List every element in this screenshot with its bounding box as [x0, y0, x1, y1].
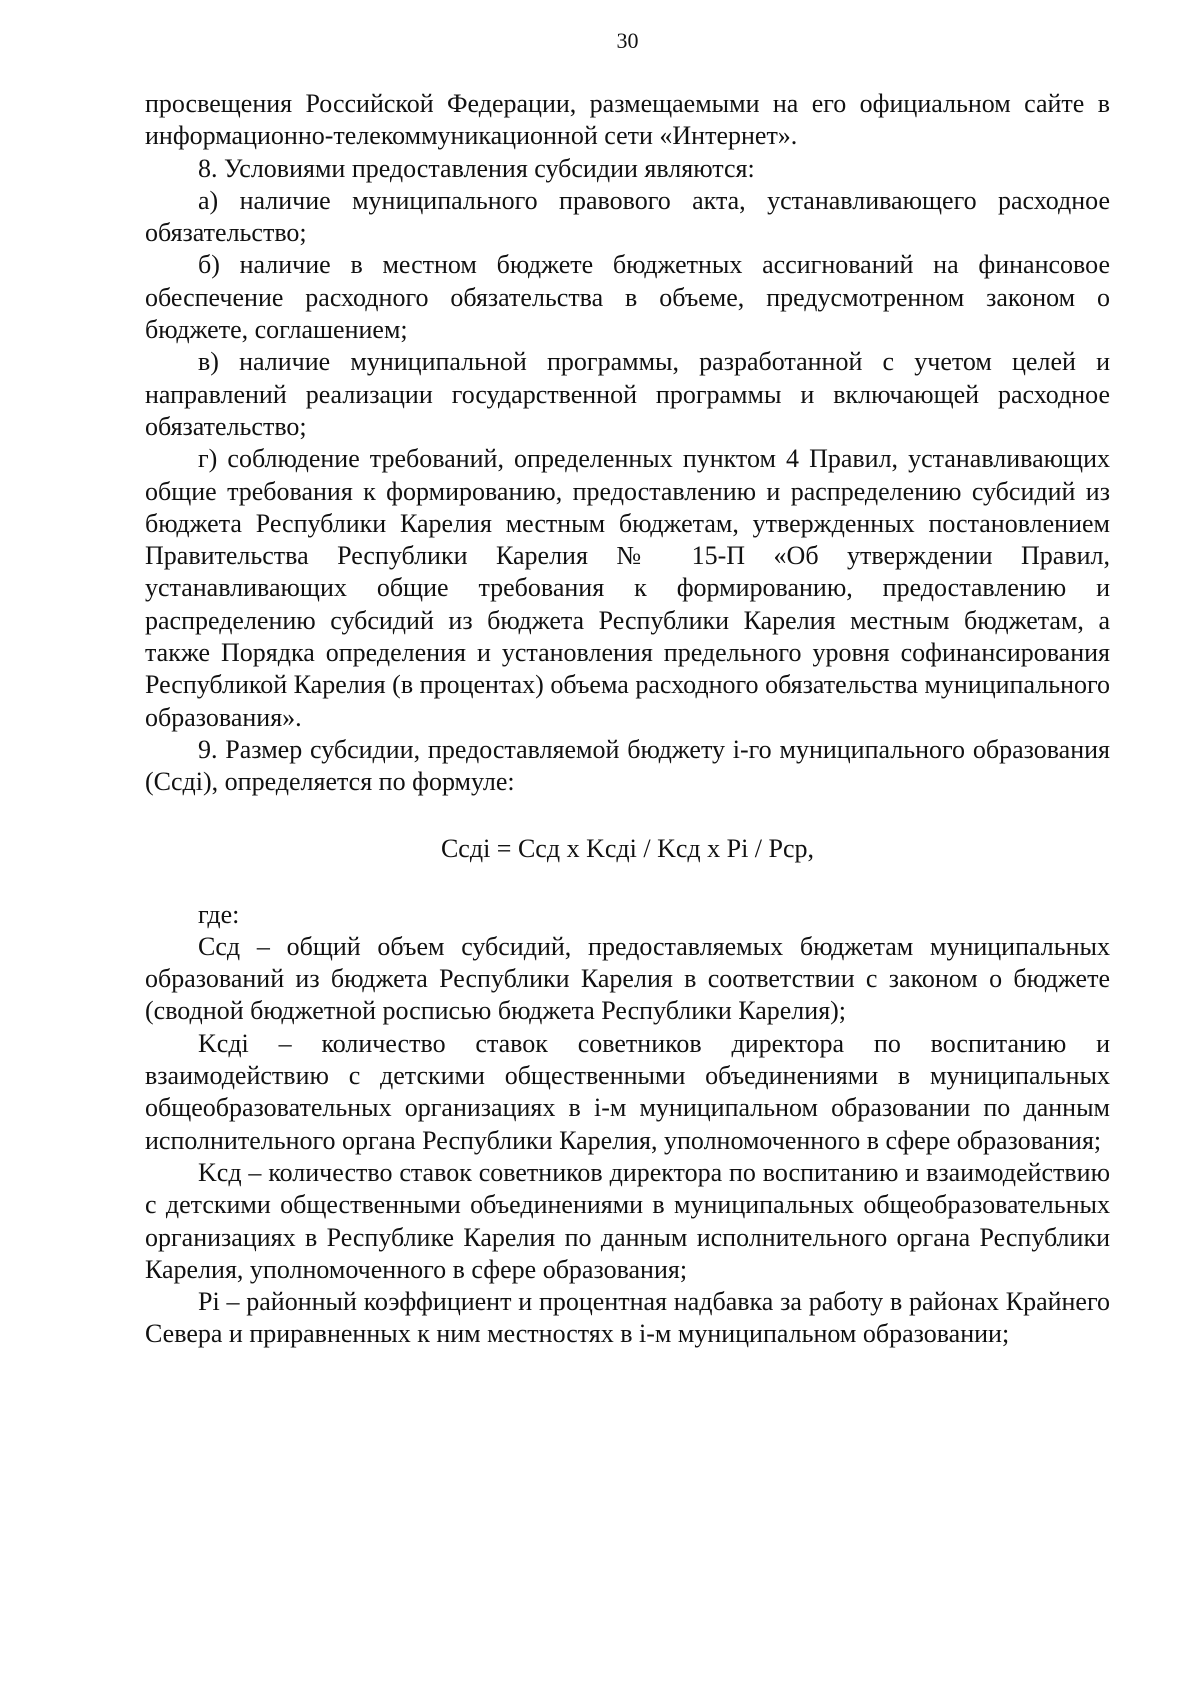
paragraph-item-a: а) наличие муниципального правового акта, устанавливающего расходное обязательство; — [145, 185, 1110, 248]
document-body — [145, 88, 1110, 1351]
subsidy-formula: Ccдi = Ccд х Kcдi / Kcд х Pi / Pcp, — [440, 833, 815, 863]
definition-csd: Ccд – общий объем субсидий, предоставляемых бюджетам муниципальных образований из бюджета Республики Карелия в соответствии с законом о бюджете (сводной бюджетной росписью бюджета Республики Карелия); — [145, 931, 1110, 1026]
spacer — [145, 799, 1110, 833]
page-number: 30 — [616, 28, 639, 53]
definition-kcd: Kcд – количество ставок советников директора по воспитанию и взаимодействию с детскими общественными объединениями в муниципальных общеобразовательных организациях в Республике Карелия по данным исполнительного органа Республики Карелия, уполномоченного в сфере образования; — [145, 1157, 1110, 1284]
paragraph-item-9: 9. Размер субсидии, предоставляемой бюджету i-го муниципального образования (Ccдi), определяется по формуле: — [145, 734, 1110, 797]
paragraph-item-b: б) наличие в местном бюджете бюджетных ассигнований на финансовое обеспечение расходного обязательства в объеме, предусмотренном законом о бюджете, соглашением; — [145, 250, 1110, 345]
paragraph-where: где: — [198, 899, 240, 929]
spacer — [145, 865, 1110, 899]
paragraph-continuation: просвещения Российской Федерации, размещаемыми на его официальном сайте в информационно-телекоммуникационной сети «Интернет». — [145, 89, 1110, 151]
paragraph-item-8: 8. Условиями предоставления субсидии являются: — [198, 153, 755, 183]
paragraph-item-v: в) наличие муниципальной программы, разработанной с учетом целей и направлений реализации государственной программы и включающей расходное обязательство; — [145, 347, 1110, 441]
definition-kcdi: Kcдi – количество ставок советников директора по воспитанию и взаимодействию с детскими общественными объединениями в муниципальных общеобразовательных организациях в i-м муниципальном образовании по данным исполнительного органа Республики Карелия, уполномоченного в сфере образования; — [145, 1028, 1110, 1155]
paragraph-item-g: г) соблюдение требований, определенных пунктом 4 Правил, устанавливающих общие требования к формированию, предоставлению и распределению субсидий из бюджета Республики Карелия местным бюджетам, утвержденных постановлением Правительства Республики Карелия № 15-П «Об утверждении Правил, устанавливающих общие требования к формированию, предоставлению и распределению субсидий из бюджета Республики Карелия местным бюджетам, а также Порядка определения и установления предельного уровня софинансирования Республикой Карелия (в процентах) объема расходного обязательства муниципального образования». — [145, 444, 1110, 732]
definition-pi: Pi – районный коэффициент и процентная надбавка за работу в районах Крайнего Севера и приравненных к ним местностях в i-м муниципальном образовании; — [145, 1287, 1110, 1349]
